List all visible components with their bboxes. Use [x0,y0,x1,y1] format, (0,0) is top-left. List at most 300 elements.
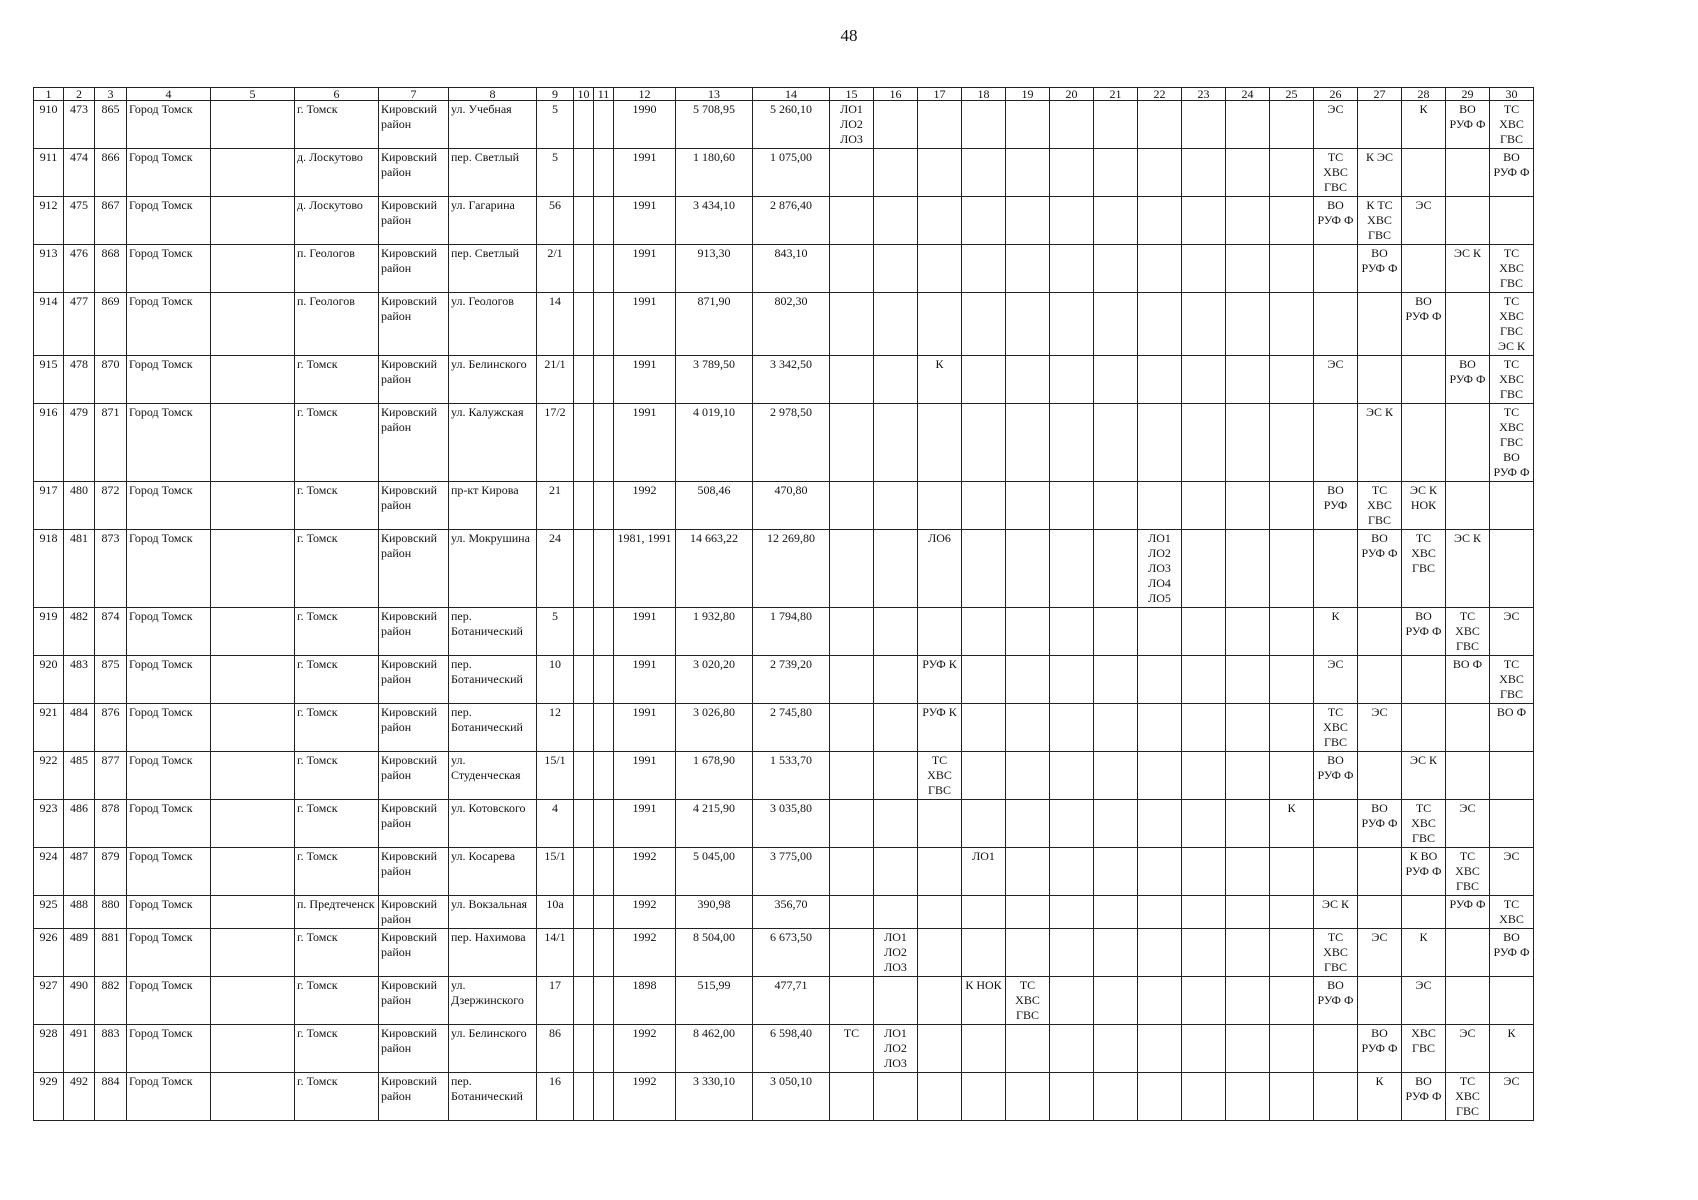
cell-col-5 [211,704,295,752]
cell-col-15 [830,848,874,896]
cell-col-8: ул. Мокрушина [449,530,537,608]
cell-col-11 [594,848,614,896]
cell-col-18: К НОК [962,977,1006,1025]
cell-col-1: 925 [34,896,64,929]
column-header-18: 18 [962,88,1006,101]
cell-col-9: 12 [537,704,574,752]
cell-col-16 [874,245,918,293]
cell-col-6: г. Томск [295,482,379,530]
cell-col-10 [574,293,594,356]
cell-col-28 [1402,356,1446,404]
cell-col-22 [1138,404,1182,482]
cell-col-21 [1094,1073,1138,1121]
cell-col-21 [1094,101,1138,149]
cell-col-13: 508,46 [676,482,753,530]
cell-col-26: ТС ХВС ГВС [1314,704,1358,752]
cell-col-29: ВО РУФ Ф [1446,101,1490,149]
cell-col-1: 923 [34,800,64,848]
cell-col-26: К [1314,608,1358,656]
cell-col-27 [1358,896,1402,929]
cell-col-8: пер. Ботанический [449,1073,537,1121]
cell-col-20 [1050,656,1094,704]
cell-col-26 [1314,293,1358,356]
cell-col-14: 2 745,80 [753,704,830,752]
column-header-10: 10 [574,88,594,101]
cell-col-8: ул. Студенческая [449,752,537,800]
cell-col-17: РУФ К [918,656,962,704]
cell-col-23 [1182,896,1226,929]
cell-col-17 [918,800,962,848]
cell-col-29: ТС ХВС ГВС [1446,848,1490,896]
cell-col-7: Кировский район [379,896,449,929]
cell-col-22 [1138,197,1182,245]
cell-col-6: г. Томск [295,752,379,800]
table-row [34,404,1534,482]
cell-col-16 [874,293,918,356]
cell-col-1: 927 [34,977,64,1025]
cell-col-19 [1006,482,1050,530]
cell-col-24 [1226,530,1270,608]
cell-col-10 [574,656,594,704]
cell-col-26: ВО РУФ [1314,482,1358,530]
cell-col-23 [1182,530,1226,608]
cell-col-17: РУФ К [918,704,962,752]
cell-col-8: ул. Белинского [449,356,537,404]
cell-col-5 [211,197,295,245]
cell-col-4: Город Томск [127,848,211,896]
cell-col-5 [211,608,295,656]
cell-col-4: Город Томск [127,896,211,929]
cell-col-30: ЭС [1490,1073,1534,1121]
cell-col-30 [1490,800,1534,848]
cell-col-9: 15/1 [537,752,574,800]
cell-col-27: ЭС [1358,704,1402,752]
cell-col-25 [1270,1025,1314,1073]
cell-col-19 [1006,800,1050,848]
cell-col-2: 475 [64,197,95,245]
cell-col-9: 2/1 [537,245,574,293]
cell-col-14: 2 739,20 [753,656,830,704]
column-header-17: 17 [918,88,962,101]
column-header-24: 24 [1226,88,1270,101]
cell-col-26 [1314,848,1358,896]
column-header-7: 7 [379,88,449,101]
cell-col-21 [1094,404,1138,482]
cell-col-28: ЭС [1402,977,1446,1025]
table-row [34,977,1534,1025]
cell-col-19 [1006,404,1050,482]
cell-col-17: ЛО6 [918,530,962,608]
cell-col-10 [574,149,594,197]
cell-col-28: ВО РУФ Ф [1402,293,1446,356]
cell-col-16 [874,1073,918,1121]
cell-col-15 [830,1073,874,1121]
cell-col-18 [962,197,1006,245]
cell-col-30: ТС ХВС [1490,896,1534,929]
cell-col-23 [1182,245,1226,293]
cell-col-23 [1182,356,1226,404]
cell-col-28: ТС ХВС ГВС [1402,800,1446,848]
cell-col-12: 1991 [614,800,676,848]
cell-col-7: Кировский район [379,1025,449,1073]
cell-col-4: Город Томск [127,1025,211,1073]
cell-col-9: 10 [537,656,574,704]
cell-col-20 [1050,608,1094,656]
cell-col-10 [574,1025,594,1073]
cell-col-4: Город Томск [127,800,211,848]
cell-col-2: 481 [64,530,95,608]
cell-col-23 [1182,704,1226,752]
cell-col-6: г. Томск [295,101,379,149]
cell-col-15 [830,752,874,800]
cell-col-12: 1898 [614,977,676,1025]
cell-col-7: Кировский район [379,101,449,149]
cell-col-7: Кировский район [379,752,449,800]
cell-col-18 [962,896,1006,929]
cell-col-21 [1094,752,1138,800]
cell-col-15 [830,404,874,482]
cell-col-30 [1490,530,1534,608]
cell-col-26: ЭС [1314,656,1358,704]
cell-col-6: г. Томск [295,800,379,848]
cell-col-3: 868 [95,245,127,293]
cell-col-12: 1991 [614,404,676,482]
cell-col-4: Город Томск [127,482,211,530]
cell-col-15 [830,293,874,356]
cell-col-21 [1094,896,1138,929]
cell-col-12: 1992 [614,1073,676,1121]
cell-col-8: пер. Светлый [449,149,537,197]
cell-col-14: 477,71 [753,977,830,1025]
column-header-8: 8 [449,88,537,101]
cell-col-7: Кировский район [379,848,449,896]
column-header-5: 5 [211,88,295,101]
cell-col-30: ЭС [1490,848,1534,896]
cell-col-13: 8 504,00 [676,929,753,977]
cell-col-22 [1138,608,1182,656]
cell-col-25 [1270,245,1314,293]
cell-col-21 [1094,704,1138,752]
column-header-3: 3 [95,88,127,101]
cell-col-2: 488 [64,896,95,929]
cell-col-10 [574,1073,594,1121]
cell-col-12: 1991 [614,608,676,656]
column-header-26: 26 [1314,88,1358,101]
cell-col-29: ВО РУФ Ф [1446,356,1490,404]
cell-col-14: 12 269,80 [753,530,830,608]
cell-col-11 [594,197,614,245]
cell-col-25 [1270,530,1314,608]
cell-col-2: 492 [64,1073,95,1121]
cell-col-3: 882 [95,977,127,1025]
cell-col-8: пер. Ботанический [449,704,537,752]
cell-col-10 [574,848,594,896]
cell-col-26: ТС ХВС ГВС [1314,929,1358,977]
cell-col-8: ул. Вокзальная [449,896,537,929]
cell-col-24 [1226,404,1270,482]
column-header-28: 28 [1402,88,1446,101]
cell-col-18 [962,929,1006,977]
cell-col-13: 390,98 [676,896,753,929]
cell-col-25 [1270,704,1314,752]
cell-col-29 [1446,482,1490,530]
cell-col-29 [1446,704,1490,752]
cell-col-21 [1094,245,1138,293]
cell-col-25 [1270,404,1314,482]
cell-col-19 [1006,704,1050,752]
cell-col-29: ТС ХВС ГВС [1446,608,1490,656]
cell-col-24 [1226,482,1270,530]
cell-col-20 [1050,197,1094,245]
cell-col-13: 3 434,10 [676,197,753,245]
cell-col-16 [874,149,918,197]
cell-col-13: 8 462,00 [676,1025,753,1073]
cell-col-17: ТС ХВС ГВС [918,752,962,800]
cell-col-9: 10а [537,896,574,929]
cell-col-15 [830,929,874,977]
cell-col-3: 877 [95,752,127,800]
cell-col-7: Кировский район [379,356,449,404]
cell-col-4: Город Томск [127,197,211,245]
cell-col-2: 474 [64,149,95,197]
cell-col-10 [574,404,594,482]
cell-col-9: 17 [537,977,574,1025]
cell-col-9: 5 [537,608,574,656]
cell-col-11 [594,929,614,977]
cell-col-5 [211,929,295,977]
cell-col-2: 479 [64,404,95,482]
cell-col-19 [1006,656,1050,704]
cell-col-24 [1226,704,1270,752]
cell-col-4: Город Томск [127,356,211,404]
cell-col-15: ТС [830,1025,874,1073]
cell-col-1: 917 [34,482,64,530]
cell-col-4: Город Томск [127,101,211,149]
table-row [34,530,1534,608]
cell-col-25: К [1270,800,1314,848]
column-header-20: 20 [1050,88,1094,101]
cell-col-16 [874,848,918,896]
cell-col-30 [1490,482,1534,530]
cell-col-23 [1182,848,1226,896]
cell-col-21 [1094,356,1138,404]
cell-col-9: 5 [537,149,574,197]
cell-col-4: Город Томск [127,656,211,704]
cell-col-4: Город Томск [127,704,211,752]
table-row [34,800,1534,848]
cell-col-3: 865 [95,101,127,149]
cell-col-6: д. Лоскутово [295,149,379,197]
cell-col-20 [1050,800,1094,848]
cell-col-10 [574,608,594,656]
cell-col-30: ТС ХВС ГВС [1490,356,1534,404]
cell-col-11 [594,608,614,656]
cell-col-1: 915 [34,356,64,404]
cell-col-29 [1446,197,1490,245]
cell-col-10 [574,245,594,293]
cell-col-29: ЭС [1446,1025,1490,1073]
cell-col-14: 3 775,00 [753,848,830,896]
cell-col-20 [1050,977,1094,1025]
cell-col-21 [1094,656,1138,704]
cell-col-14: 2 978,50 [753,404,830,482]
cell-col-22 [1138,752,1182,800]
cell-col-24 [1226,1073,1270,1121]
cell-col-7: Кировский район [379,977,449,1025]
cell-col-28 [1402,656,1446,704]
cell-col-22 [1138,848,1182,896]
cell-col-17 [918,896,962,929]
cell-col-5 [211,752,295,800]
cell-col-12: 1991 [614,197,676,245]
cell-col-23 [1182,977,1226,1025]
cell-col-27 [1358,752,1402,800]
cell-col-1: 928 [34,1025,64,1073]
cell-col-28: ХВС ГВС [1402,1025,1446,1073]
cell-col-24 [1226,197,1270,245]
cell-col-16 [874,977,918,1025]
cell-col-11 [594,800,614,848]
cell-col-2: 484 [64,704,95,752]
cell-col-22 [1138,1073,1182,1121]
cell-col-16 [874,482,918,530]
cell-col-18 [962,656,1006,704]
cell-col-7: Кировский район [379,656,449,704]
column-header-29: 29 [1446,88,1490,101]
cell-col-10 [574,896,594,929]
cell-col-19 [1006,293,1050,356]
cell-col-29: ВО Ф [1446,656,1490,704]
cell-col-21 [1094,608,1138,656]
cell-col-24 [1226,929,1270,977]
cell-col-1: 920 [34,656,64,704]
cell-col-18 [962,704,1006,752]
cell-col-28 [1402,245,1446,293]
cell-col-27: ЭС [1358,929,1402,977]
cell-col-25 [1270,929,1314,977]
cell-col-1: 918 [34,530,64,608]
cell-col-14: 1 533,70 [753,752,830,800]
cell-col-6: г. Томск [295,977,379,1025]
table-row [34,482,1534,530]
cell-col-2: 485 [64,752,95,800]
cell-col-30: ЭС [1490,608,1534,656]
column-header-25: 25 [1270,88,1314,101]
cell-col-3: 880 [95,896,127,929]
cell-col-10 [574,929,594,977]
cell-col-18 [962,752,1006,800]
cell-col-19 [1006,752,1050,800]
cell-col-27: ЭС К [1358,404,1402,482]
cell-col-7: Кировский район [379,530,449,608]
cell-col-4: Город Томск [127,530,211,608]
cell-col-9: 21 [537,482,574,530]
cell-col-21 [1094,1025,1138,1073]
cell-col-5 [211,356,295,404]
cell-col-4: Город Томск [127,608,211,656]
cell-col-2: 482 [64,608,95,656]
cell-col-10 [574,530,594,608]
cell-col-5 [211,101,295,149]
column-header-2: 2 [64,88,95,101]
column-header-21: 21 [1094,88,1138,101]
cell-col-16 [874,704,918,752]
cell-col-23 [1182,101,1226,149]
cell-col-11 [594,1025,614,1073]
cell-col-26 [1314,1025,1358,1073]
cell-col-15 [830,800,874,848]
cell-col-11 [594,404,614,482]
cell-col-6: г. Томск [295,530,379,608]
column-header-19: 19 [1006,88,1050,101]
cell-col-27: К ТС ХВС ГВС [1358,197,1402,245]
cell-col-24 [1226,293,1270,356]
cell-col-2: 490 [64,977,95,1025]
cell-col-18 [962,530,1006,608]
cell-col-17 [918,1025,962,1073]
cell-col-29 [1446,293,1490,356]
cell-col-19 [1006,1025,1050,1073]
cell-col-8: пер. Ботанический [449,656,537,704]
cell-col-19 [1006,896,1050,929]
cell-col-10 [574,197,594,245]
cell-col-3: 881 [95,929,127,977]
cell-col-8: ул. Учебная [449,101,537,149]
cell-col-18 [962,1025,1006,1073]
cell-col-16 [874,608,918,656]
cell-col-1: 911 [34,149,64,197]
cell-col-6: п. Предтеченск [295,896,379,929]
cell-col-26: ВО РУФ Ф [1314,197,1358,245]
cell-col-1: 924 [34,848,64,896]
cell-col-13: 3 330,10 [676,1073,753,1121]
cell-col-25 [1270,848,1314,896]
cell-col-5 [211,245,295,293]
cell-col-13: 5 708,95 [676,101,753,149]
cell-col-27 [1358,656,1402,704]
cell-col-27 [1358,608,1402,656]
cell-col-24 [1226,848,1270,896]
cell-col-3: 866 [95,149,127,197]
cell-col-11 [594,704,614,752]
cell-col-16 [874,356,918,404]
cell-col-14: 2 876,40 [753,197,830,245]
cell-col-21 [1094,197,1138,245]
cell-col-3: 872 [95,482,127,530]
cell-col-7: Кировский район [379,482,449,530]
cell-col-24 [1226,356,1270,404]
cell-col-2: 487 [64,848,95,896]
cell-col-8: ул. Калужская [449,404,537,482]
cell-col-30: ТС ХВС ГВС [1490,101,1534,149]
cell-col-23 [1182,197,1226,245]
cell-col-8: ул. Косарева [449,848,537,896]
cell-col-26: ВО РУФ Ф [1314,752,1358,800]
cell-col-18 [962,149,1006,197]
cell-col-7: Кировский район [379,929,449,977]
cell-col-26: ТС ХВС ГВС [1314,149,1358,197]
cell-col-28: К [1402,929,1446,977]
cell-col-23 [1182,1025,1226,1073]
cell-col-24 [1226,977,1270,1025]
cell-col-12: 1981, 1991 [614,530,676,608]
cell-col-21 [1094,149,1138,197]
cell-col-2: 489 [64,929,95,977]
cell-col-9: 24 [537,530,574,608]
cell-col-22 [1138,800,1182,848]
cell-col-18 [962,356,1006,404]
cell-col-7: Кировский район [379,149,449,197]
